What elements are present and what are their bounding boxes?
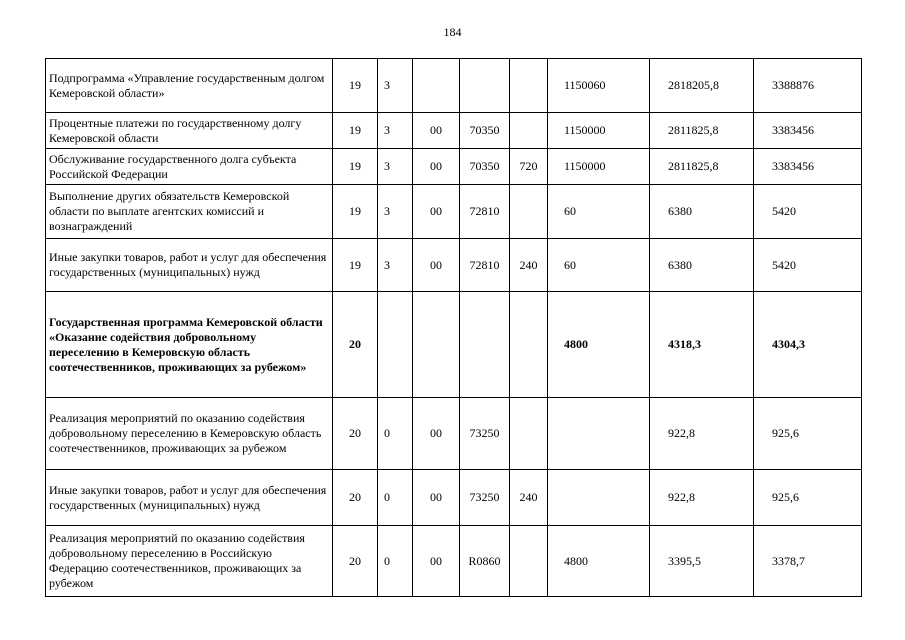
cell-code-4 — [460, 59, 510, 113]
cell-code-1: 20 — [333, 398, 378, 470]
table-row — [46, 113, 862, 149]
cell-code-2: 3 — [378, 113, 413, 149]
cell-code-4: 70350 — [460, 113, 510, 149]
cell-value-2: 922,8 — [650, 398, 754, 470]
cell-value-2: 2818205,8 — [650, 59, 754, 113]
cell-value-3: 4304,3 — [754, 292, 862, 398]
cell-code-1: 19 — [333, 185, 378, 239]
table-row — [46, 398, 862, 470]
cell-code-3: 00 — [413, 526, 460, 597]
cell-value-1: 4800 — [548, 526, 650, 597]
table-row — [46, 292, 862, 398]
cell-code-4 — [460, 292, 510, 398]
cell-code-3: 00 — [413, 113, 460, 149]
cell-value-1: 60 — [548, 239, 650, 292]
row-name: Реализация мероприятий по оказанию содействия добровольному переселению в Кемеровскую область соотечественников, проживающих за рубежом — [46, 398, 333, 470]
table-row — [46, 470, 862, 526]
cell-code-5 — [510, 526, 548, 597]
cell-code-5 — [510, 292, 548, 398]
cell-code-4: 72810 — [460, 239, 510, 292]
cell-code-4: 73250 — [460, 398, 510, 470]
cell-code-2: 3 — [378, 185, 413, 239]
row-name: Выполнение других обязательств Кемеровской области по выплате агентских комиссий и вознаграждений — [46, 185, 333, 239]
cell-code-1: 19 — [333, 59, 378, 113]
table-row — [46, 526, 862, 597]
row-name: Иные закупки товаров, работ и услуг для обеспечения государственных (муниципальных) нужд — [46, 470, 333, 526]
cell-value-3: 3383456 — [754, 113, 862, 149]
cell-value-2: 2811825,8 — [650, 149, 754, 185]
cell-code-1: 19 — [333, 113, 378, 149]
cell-code-5 — [510, 59, 548, 113]
cell-code-2: 3 — [378, 149, 413, 185]
row-name: Государственная программа Кемеровской области «Оказание содействия добровольному переселению в Кемеровскую область соотечественников, проживающих за рубежом» — [46, 292, 333, 398]
cell-value-3: 3378,7 — [754, 526, 862, 597]
row-name: Реализация мероприятий по оказанию содействия добровольному переселению в Российскую Федерацию соотечественников, проживающих за рубежом — [46, 526, 333, 597]
cell-value-1: 4800 — [548, 292, 650, 398]
table-row — [46, 185, 862, 239]
table-row — [46, 149, 862, 185]
cell-code-3: 00 — [413, 398, 460, 470]
cell-value-2: 6380 — [650, 185, 754, 239]
cell-code-4: 73250 — [460, 470, 510, 526]
cell-value-3: 925,6 — [754, 470, 862, 526]
cell-code-3 — [413, 59, 460, 113]
cell-code-3: 00 — [413, 470, 460, 526]
cell-code-5: 720 — [510, 149, 548, 185]
cell-value-3: 5420 — [754, 239, 862, 292]
row-name: Обслуживание государственного долга субъекта Российской Федерации — [46, 149, 333, 185]
cell-code-2: 0 — [378, 398, 413, 470]
cell-code-1: 20 — [333, 526, 378, 597]
cell-code-1: 20 — [333, 292, 378, 398]
cell-code-4: 72810 — [460, 185, 510, 239]
cell-code-5: 240 — [510, 470, 548, 526]
table-row — [46, 59, 862, 113]
cell-code-2: 0 — [378, 470, 413, 526]
cell-value-1: 1150060 — [548, 59, 650, 113]
budget-table — [45, 58, 862, 597]
row-name: Иные закупки товаров, работ и услуг для обеспечения государственных (муниципальных) нужд — [46, 239, 333, 292]
cell-value-2: 4318,3 — [650, 292, 754, 398]
cell-code-3: 00 — [413, 149, 460, 185]
cell-code-5 — [510, 398, 548, 470]
cell-code-1: 20 — [333, 470, 378, 526]
cell-code-5: 240 — [510, 239, 548, 292]
cell-code-2: 3 — [378, 59, 413, 113]
cell-code-4: R0860 — [460, 526, 510, 597]
row-name: Процентные платежи по государственному долгу Кемеровской области — [46, 113, 333, 149]
cell-code-2: 0 — [378, 526, 413, 597]
cell-value-3: 5420 — [754, 185, 862, 239]
cell-value-2: 3395,5 — [650, 526, 754, 597]
cell-code-1: 19 — [333, 149, 378, 185]
cell-value-1: 1150000 — [548, 149, 650, 185]
row-name: Подпрограмма «Управление государственным долгом Кемеровской области» — [46, 59, 333, 113]
table-row — [46, 239, 862, 292]
cell-value-1 — [548, 398, 650, 470]
cell-code-3: 00 — [413, 239, 460, 292]
cell-code-5 — [510, 113, 548, 149]
cell-value-1 — [548, 470, 650, 526]
cell-value-3: 925,6 — [754, 398, 862, 470]
cell-value-2: 6380 — [650, 239, 754, 292]
cell-value-1: 60 — [548, 185, 650, 239]
page-number: 184 — [443, 25, 462, 39]
cell-code-4: 70350 — [460, 149, 510, 185]
cell-code-2: 3 — [378, 239, 413, 292]
cell-code-1: 19 — [333, 239, 378, 292]
cell-value-1: 1150000 — [548, 113, 650, 149]
cell-value-2: 922,8 — [650, 470, 754, 526]
cell-code-3: 00 — [413, 185, 460, 239]
cell-value-3: 3383456 — [754, 149, 862, 185]
cell-code-2 — [378, 292, 413, 398]
cell-value-2: 2811825,8 — [650, 113, 754, 149]
cell-value-3: 3388876 — [754, 59, 862, 113]
cell-code-3 — [413, 292, 460, 398]
cell-code-5 — [510, 185, 548, 239]
